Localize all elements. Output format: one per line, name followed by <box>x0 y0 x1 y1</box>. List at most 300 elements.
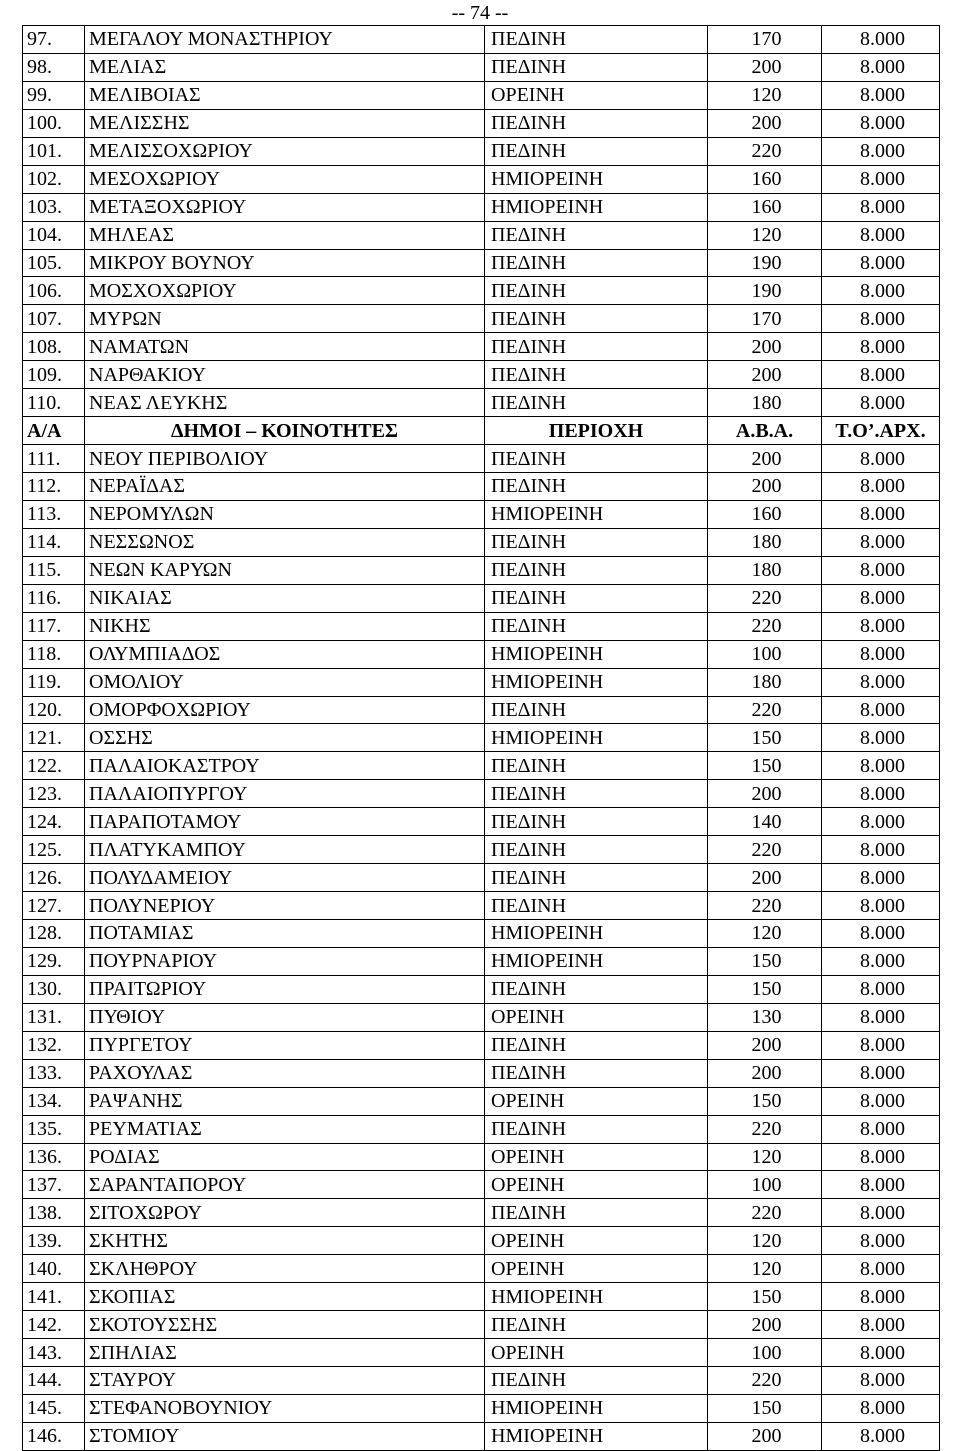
row-to-arx: 8.000 <box>822 864 940 892</box>
row-area: ΠΕΔΙΝΗ <box>485 1059 708 1087</box>
table-row <box>23 752 940 780</box>
row-area: ΗΜΙΟΡΕΙΝΗ <box>485 500 708 528</box>
row-abv: 220 <box>708 1199 822 1227</box>
row-area: ΠΕΔΙΝΗ <box>485 1199 708 1227</box>
row-abv: 120 <box>708 1143 822 1171</box>
table-row <box>23 836 940 864</box>
row-area: ΠΕΔΙΝΗ <box>485 892 708 920</box>
row-number: 114. <box>23 528 85 556</box>
table-row <box>23 1003 940 1031</box>
row-abv: 190 <box>708 277 822 305</box>
row-number: 113. <box>23 500 85 528</box>
row-area: ΟΡΕΙΝΗ <box>485 1003 708 1031</box>
row-area: ΠΕΔΙΝΗ <box>485 556 708 584</box>
row-abv: 180 <box>708 528 822 556</box>
table-row <box>23 445 940 473</box>
row-number: 98. <box>23 53 85 81</box>
row-abv: 200 <box>708 1031 822 1059</box>
row-to-arx: 8.000 <box>822 389 940 417</box>
row-area: ΠΕΔΙΝΗ <box>485 137 708 165</box>
row-number: 146. <box>23 1422 85 1450</box>
row-municipality: ΝΕΩΝ ΚΑΡΥΩΝ <box>85 556 485 584</box>
row-number: 121. <box>23 724 85 752</box>
row-municipality: ΜΕΛΙΑΣ <box>85 53 485 81</box>
row-abv: 200 <box>708 864 822 892</box>
row-to-arx: 8.000 <box>822 81 940 109</box>
row-area: ΠΕΔΙΝΗ <box>485 26 708 54</box>
row-to-arx: 8.000 <box>822 277 940 305</box>
row-number: 105. <box>23 249 85 277</box>
row-abv: 220 <box>708 836 822 864</box>
row-number: 132. <box>23 1031 85 1059</box>
row-area: ΠΕΔΙΝΗ <box>485 975 708 1003</box>
row-municipality: ΠΟΥΡΝΑΡΙΟΥ <box>85 947 485 975</box>
row-number: 102. <box>23 165 85 193</box>
row-area: ΟΡΕΙΝΗ <box>485 1255 708 1283</box>
table-row <box>23 473 940 501</box>
row-municipality: ΝΕΡΟΜΥΛΩΝ <box>85 500 485 528</box>
row-abv: 200 <box>708 361 822 389</box>
table-row <box>23 584 940 612</box>
row-area: ΠΕΔΙΝΗ <box>485 109 708 137</box>
row-to-arx: 8.000 <box>822 1143 940 1171</box>
row-abv: 190 <box>708 249 822 277</box>
row-number: 129. <box>23 947 85 975</box>
row-to-arx: 8.000 <box>822 53 940 81</box>
row-to-arx: 8.000 <box>822 1394 940 1422</box>
row-number: 108. <box>23 333 85 361</box>
row-municipality: ΝΙΚΗΣ <box>85 612 485 640</box>
row-abv: 200 <box>708 53 822 81</box>
table-row <box>23 1059 940 1087</box>
row-area: ΠΕΔΙΝΗ <box>485 305 708 333</box>
row-municipality: ΡΑΨΑΝΗΣ <box>85 1087 485 1115</box>
row-to-arx: 8.000 <box>822 1255 940 1283</box>
row-number: 137. <box>23 1171 85 1199</box>
row-to-arx: 8.000 <box>822 1199 940 1227</box>
row-abv: 200 <box>708 333 822 361</box>
row-to-arx: 8.000 <box>822 1422 940 1450</box>
row-municipality: ΜΕΓΑΛΟΥ ΜΟΝΑΣΤΗΡΙΟΥ <box>85 26 485 54</box>
row-to-arx: 8.000 <box>822 556 940 584</box>
header-abv: Α.Β.Α. <box>708 417 822 445</box>
row-number: 100. <box>23 109 85 137</box>
row-number: 97. <box>23 26 85 54</box>
row-to-arx: 8.000 <box>822 361 940 389</box>
row-number: 120. <box>23 696 85 724</box>
row-municipality: ΜΗΛΕΑΣ <box>85 221 485 249</box>
row-number: 139. <box>23 1227 85 1255</box>
row-number: 106. <box>23 277 85 305</box>
row-area: ΠΕΔΙΝΗ <box>485 584 708 612</box>
row-to-arx: 8.000 <box>822 333 940 361</box>
row-abv: 220 <box>708 892 822 920</box>
table-row <box>23 1422 940 1450</box>
row-number: 133. <box>23 1059 85 1087</box>
page-number: -- 74 -- <box>451 2 509 24</box>
row-number: 115. <box>23 556 85 584</box>
row-number: 117. <box>23 612 85 640</box>
row-to-arx: 8.000 <box>822 724 940 752</box>
table-row <box>23 1199 940 1227</box>
table-row <box>23 612 940 640</box>
row-area: ΠΕΔΙΝΗ <box>485 473 708 501</box>
table-row <box>23 81 940 109</box>
row-municipality: ΝΑΡΘΑΚΙΟΥ <box>85 361 485 389</box>
row-to-arx: 8.000 <box>822 668 940 696</box>
row-to-arx: 8.000 <box>822 26 940 54</box>
row-area: ΟΡΕΙΝΗ <box>485 1143 708 1171</box>
row-to-arx: 8.000 <box>822 1087 940 1115</box>
row-to-arx: 8.000 <box>822 808 940 836</box>
row-abv: 180 <box>708 668 822 696</box>
row-number: 107. <box>23 305 85 333</box>
row-number: 142. <box>23 1311 85 1339</box>
row-abv: 160 <box>708 165 822 193</box>
row-abv: 160 <box>708 500 822 528</box>
table-row <box>23 165 940 193</box>
row-municipality: ΟΜΟΡΦΟΧΩΡΙΟΥ <box>85 696 485 724</box>
row-to-arx: 8.000 <box>822 165 940 193</box>
row-municipality: ΣΚΗΤΗΣ <box>85 1227 485 1255</box>
row-to-arx: 8.000 <box>822 500 940 528</box>
row-number: 127. <box>23 892 85 920</box>
row-abv: 200 <box>708 1311 822 1339</box>
row-to-arx: 8.000 <box>822 1059 940 1087</box>
row-municipality: ΜΥΡΩΝ <box>85 305 485 333</box>
row-number: 122. <box>23 752 85 780</box>
row-area: ΟΡΕΙΝΗ <box>485 1227 708 1255</box>
row-abv: 180 <box>708 389 822 417</box>
row-to-arx: 8.000 <box>822 612 940 640</box>
table-row <box>23 1171 940 1199</box>
row-to-arx: 8.000 <box>822 640 940 668</box>
row-abv: 170 <box>708 305 822 333</box>
row-municipality: ΝΕΑΣ ΛΕΥΚΗΣ <box>85 389 485 417</box>
row-area: ΠΕΔΙΝΗ <box>485 1031 708 1059</box>
row-abv: 120 <box>708 221 822 249</box>
table-row <box>23 221 940 249</box>
row-municipality: ΠΛΑΤΥΚΑΜΠΟΥ <box>85 836 485 864</box>
table-row <box>23 1143 940 1171</box>
table-row <box>23 1115 940 1143</box>
row-number: 123. <box>23 780 85 808</box>
row-area: ΠΕΔΙΝΗ <box>485 808 708 836</box>
row-area: ΠΕΔΙΝΗ <box>485 780 708 808</box>
row-municipality: ΠΡΑΙΤΩΡΙΟΥ <box>85 975 485 1003</box>
row-area: ΠΕΔΙΝΗ <box>485 277 708 305</box>
row-municipality: ΣΑΡΑΝΤΑΠΟΡΟΥ <box>85 1171 485 1199</box>
row-abv: 180 <box>708 556 822 584</box>
row-area: ΗΜΙΟΡΕΙΝΗ <box>485 165 708 193</box>
row-area: ΠΕΔΙΝΗ <box>485 528 708 556</box>
row-to-arx: 8.000 <box>822 947 940 975</box>
row-abv: 150 <box>708 1087 822 1115</box>
row-area: ΗΜΙΟΡΕΙΝΗ <box>485 1422 708 1450</box>
row-abv: 220 <box>708 1367 822 1395</box>
table-row <box>23 528 940 556</box>
row-area: ΠΕΔΙΝΗ <box>485 1367 708 1395</box>
row-to-arx: 8.000 <box>822 249 940 277</box>
table-row <box>23 1339 940 1367</box>
row-municipality: ΡΟΔΙΑΣ <box>85 1143 485 1171</box>
row-municipality: ΣΚΛΗΘΡΟΥ <box>85 1255 485 1283</box>
table-row <box>23 892 940 920</box>
row-abv: 200 <box>708 445 822 473</box>
row-area: ΠΕΔΙΝΗ <box>485 249 708 277</box>
table-row <box>23 1031 940 1059</box>
row-area: ΗΜΙΟΡΕΙΝΗ <box>485 947 708 975</box>
row-number: 141. <box>23 1283 85 1311</box>
table-row <box>23 53 940 81</box>
table-row <box>23 1367 940 1395</box>
row-municipality: ΠΑΡΑΠΟΤΑΜΟΥ <box>85 808 485 836</box>
row-municipality: ΠΟΤΑΜΙΑΣ <box>85 920 485 948</box>
row-municipality: ΜΕΛΙΒΟΙΑΣ <box>85 81 485 109</box>
row-abv: 200 <box>708 473 822 501</box>
row-to-arx: 8.000 <box>822 1003 940 1031</box>
row-area: ΗΜΙΟΡΕΙΝΗ <box>485 1394 708 1422</box>
table-body-bottom <box>23 445 940 1451</box>
row-area: ΗΜΙΟΡΕΙΝΗ <box>485 193 708 221</box>
row-abv: 220 <box>708 584 822 612</box>
table-row <box>23 361 940 389</box>
table-row <box>23 864 940 892</box>
row-to-arx: 8.000 <box>822 836 940 864</box>
table-row <box>23 249 940 277</box>
row-number: 126. <box>23 864 85 892</box>
table-row <box>23 556 940 584</box>
row-to-arx: 8.000 <box>822 445 940 473</box>
row-municipality: ΜΕΣΟΧΩΡΙΟΥ <box>85 165 485 193</box>
table-row <box>23 1087 940 1115</box>
row-to-arx: 8.000 <box>822 1031 940 1059</box>
table-row <box>23 808 940 836</box>
row-to-arx: 8.000 <box>822 1367 940 1395</box>
table-row <box>23 696 940 724</box>
row-municipality: ΝΕΡΑΪΔΑΣ <box>85 473 485 501</box>
row-municipality: ΟΜΟΛΙΟΥ <box>85 668 485 696</box>
row-to-arx: 8.000 <box>822 1311 940 1339</box>
table-row <box>23 333 940 361</box>
row-abv: 150 <box>708 975 822 1003</box>
table-row <box>23 137 940 165</box>
header-aa: Α/Α <box>23 417 85 445</box>
header-to-arx: Τ.Ο’.ΑΡΧ. <box>822 417 940 445</box>
row-area: ΗΜΙΟΡΕΙΝΗ <box>485 640 708 668</box>
row-number: 124. <box>23 808 85 836</box>
row-abv: 220 <box>708 1115 822 1143</box>
row-abv: 100 <box>708 640 822 668</box>
row-area: ΠΕΔΙΝΗ <box>485 612 708 640</box>
header-municipality: ΔΗΜΟΙ – ΚΟΙΝΟΤΗΤΕΣ <box>85 417 485 445</box>
row-number: 110. <box>23 389 85 417</box>
row-municipality: ΣΠΗΛΙΑΣ <box>85 1339 485 1367</box>
row-to-arx: 8.000 <box>822 892 940 920</box>
row-municipality: ΣΤΕΦΑΝΟΒΟΥΝΙΟΥ <box>85 1394 485 1422</box>
row-municipality: ΜΙΚΡΟΥ ΒΟΥΝΟΥ <box>85 249 485 277</box>
row-abv: 140 <box>708 808 822 836</box>
row-number: 99. <box>23 81 85 109</box>
row-to-arx: 8.000 <box>822 696 940 724</box>
header-row <box>23 417 940 445</box>
table-row <box>23 1311 940 1339</box>
table-row <box>23 947 940 975</box>
row-abv: 120 <box>708 920 822 948</box>
row-municipality: ΝΙΚΑΙΑΣ <box>85 584 485 612</box>
row-number: 138. <box>23 1199 85 1227</box>
row-abv: 200 <box>708 1059 822 1087</box>
row-area: ΠΕΔΙΝΗ <box>485 333 708 361</box>
row-number: 118. <box>23 640 85 668</box>
row-number: 116. <box>23 584 85 612</box>
row-number: 125. <box>23 836 85 864</box>
table-row <box>23 1227 940 1255</box>
row-municipality: ΣΤΑΥΡΟΥ <box>85 1367 485 1395</box>
row-abv: 220 <box>708 696 822 724</box>
row-number: 119. <box>23 668 85 696</box>
row-abv: 120 <box>708 1227 822 1255</box>
row-to-arx: 8.000 <box>822 193 940 221</box>
row-area: ΟΡΕΙΝΗ <box>485 1171 708 1199</box>
row-abv: 220 <box>708 137 822 165</box>
header-area: ΠΕΡΙΟΧΗ <box>485 417 708 445</box>
row-abv: 150 <box>708 947 822 975</box>
row-to-arx: 8.000 <box>822 221 940 249</box>
row-area: ΠΕΔΙΝΗ <box>485 445 708 473</box>
row-to-arx: 8.000 <box>822 1283 940 1311</box>
row-number: 130. <box>23 975 85 1003</box>
row-municipality: ΠΑΛΑΙΟΠΥΡΓΟΥ <box>85 780 485 808</box>
table-row <box>23 26 940 54</box>
row-municipality: ΝΑΜΑΤΩΝ <box>85 333 485 361</box>
row-number: 135. <box>23 1115 85 1143</box>
row-abv: 150 <box>708 1394 822 1422</box>
row-number: 101. <box>23 137 85 165</box>
row-municipality: ΡΑΧΟΥΛΑΣ <box>85 1059 485 1087</box>
row-municipality: ΣΤΟΜΙΟΥ <box>85 1422 485 1450</box>
row-abv: 220 <box>708 612 822 640</box>
row-municipality: ΝΕΟΥ ΠΕΡΙΒΟΛΙΟΥ <box>85 445 485 473</box>
municipalities-table <box>22 25 940 1451</box>
row-abv: 150 <box>708 752 822 780</box>
table-row <box>23 277 940 305</box>
row-number: 140. <box>23 1255 85 1283</box>
table-row <box>23 975 940 1003</box>
row-to-arx: 8.000 <box>822 1115 940 1143</box>
row-area: ΗΜΙΟΡΕΙΝΗ <box>485 724 708 752</box>
row-number: 112. <box>23 473 85 501</box>
row-number: 131. <box>23 1003 85 1031</box>
row-abv: 100 <box>708 1339 822 1367</box>
row-abv: 160 <box>708 193 822 221</box>
table-row <box>23 305 940 333</box>
row-number: 128. <box>23 920 85 948</box>
row-municipality: ΜΕΛΙΣΣΟΧΩΡΙΟΥ <box>85 137 485 165</box>
row-abv: 170 <box>708 26 822 54</box>
row-to-arx: 8.000 <box>822 305 940 333</box>
table-body-top <box>23 26 940 417</box>
row-municipality: ΣΚΟΤΟΥΣΣΗΣ <box>85 1311 485 1339</box>
row-number: 103. <box>23 193 85 221</box>
row-abv: 120 <box>708 1255 822 1283</box>
row-to-arx: 8.000 <box>822 528 940 556</box>
row-abv: 130 <box>708 1003 822 1031</box>
row-municipality: ΠΟΛΥΔΑΜΕΙΟΥ <box>85 864 485 892</box>
row-number: 145. <box>23 1394 85 1422</box>
table-row <box>23 724 940 752</box>
row-municipality: ΝΕΣΣΩΝΟΣ <box>85 528 485 556</box>
row-abv: 100 <box>708 1171 822 1199</box>
row-abv: 150 <box>708 1283 822 1311</box>
row-number: 111. <box>23 445 85 473</box>
table-header <box>23 417 940 445</box>
row-to-arx: 8.000 <box>822 1171 940 1199</box>
table-row <box>23 640 940 668</box>
table-row <box>23 193 940 221</box>
row-number: 136. <box>23 1143 85 1171</box>
row-municipality: ΜΕΤΑΞΟΧΩΡΙΟΥ <box>85 193 485 221</box>
row-number: 143. <box>23 1339 85 1367</box>
row-number: 144. <box>23 1367 85 1395</box>
row-area: ΠΕΔΙΝΗ <box>485 836 708 864</box>
row-area: ΟΡΕΙΝΗ <box>485 1087 708 1115</box>
row-area: ΠΕΔΙΝΗ <box>485 752 708 780</box>
row-area: ΠΕΔΙΝΗ <box>485 864 708 892</box>
row-area: ΗΜΙΟΡΕΙΝΗ <box>485 920 708 948</box>
row-area: ΟΡΕΙΝΗ <box>485 81 708 109</box>
row-abv: 200 <box>708 109 822 137</box>
row-municipality: ΠΟΛΥΝΕΡΙΟΥ <box>85 892 485 920</box>
row-municipality: ΡΕΥΜΑΤΙΑΣ <box>85 1115 485 1143</box>
table-row <box>23 1283 940 1311</box>
row-abv: 150 <box>708 724 822 752</box>
row-to-arx: 8.000 <box>822 1227 940 1255</box>
row-to-arx: 8.000 <box>822 1339 940 1367</box>
row-municipality: ΟΛΥΜΠΙΑΔΟΣ <box>85 640 485 668</box>
row-municipality: ΟΣΣΗΣ <box>85 724 485 752</box>
row-number: 109. <box>23 361 85 389</box>
table-row <box>23 780 940 808</box>
row-area: ΠΕΔΙΝΗ <box>485 1115 708 1143</box>
table-row <box>23 1394 940 1422</box>
row-abv: 200 <box>708 780 822 808</box>
row-to-arx: 8.000 <box>822 473 940 501</box>
row-area: ΠΕΔΙΝΗ <box>485 53 708 81</box>
row-to-arx: 8.000 <box>822 584 940 612</box>
table-row <box>23 920 940 948</box>
table-row <box>23 389 940 417</box>
row-to-arx: 8.000 <box>822 780 940 808</box>
row-area: ΗΜΙΟΡΕΙΝΗ <box>485 668 708 696</box>
row-to-arx: 8.000 <box>822 975 940 1003</box>
table-row <box>23 109 940 137</box>
row-municipality: ΜΕΛΙΣΣΗΣ <box>85 109 485 137</box>
row-to-arx: 8.000 <box>822 109 940 137</box>
row-area: ΠΕΔΙΝΗ <box>485 1311 708 1339</box>
row-to-arx: 8.000 <box>822 137 940 165</box>
row-municipality: ΜΟΣΧΟΧΩΡΙΟΥ <box>85 277 485 305</box>
row-municipality: ΣΚΟΠΙΑΣ <box>85 1283 485 1311</box>
row-number: 134. <box>23 1087 85 1115</box>
table-row <box>23 500 940 528</box>
table-row <box>23 668 940 696</box>
row-municipality: ΠΥΡΓΕΤΟΥ <box>85 1031 485 1059</box>
row-to-arx: 8.000 <box>822 920 940 948</box>
row-municipality: ΠΥΘΙΟΥ <box>85 1003 485 1031</box>
row-area: ΠΕΔΙΝΗ <box>485 361 708 389</box>
row-area: ΗΜΙΟΡΕΙΝΗ <box>485 1283 708 1311</box>
